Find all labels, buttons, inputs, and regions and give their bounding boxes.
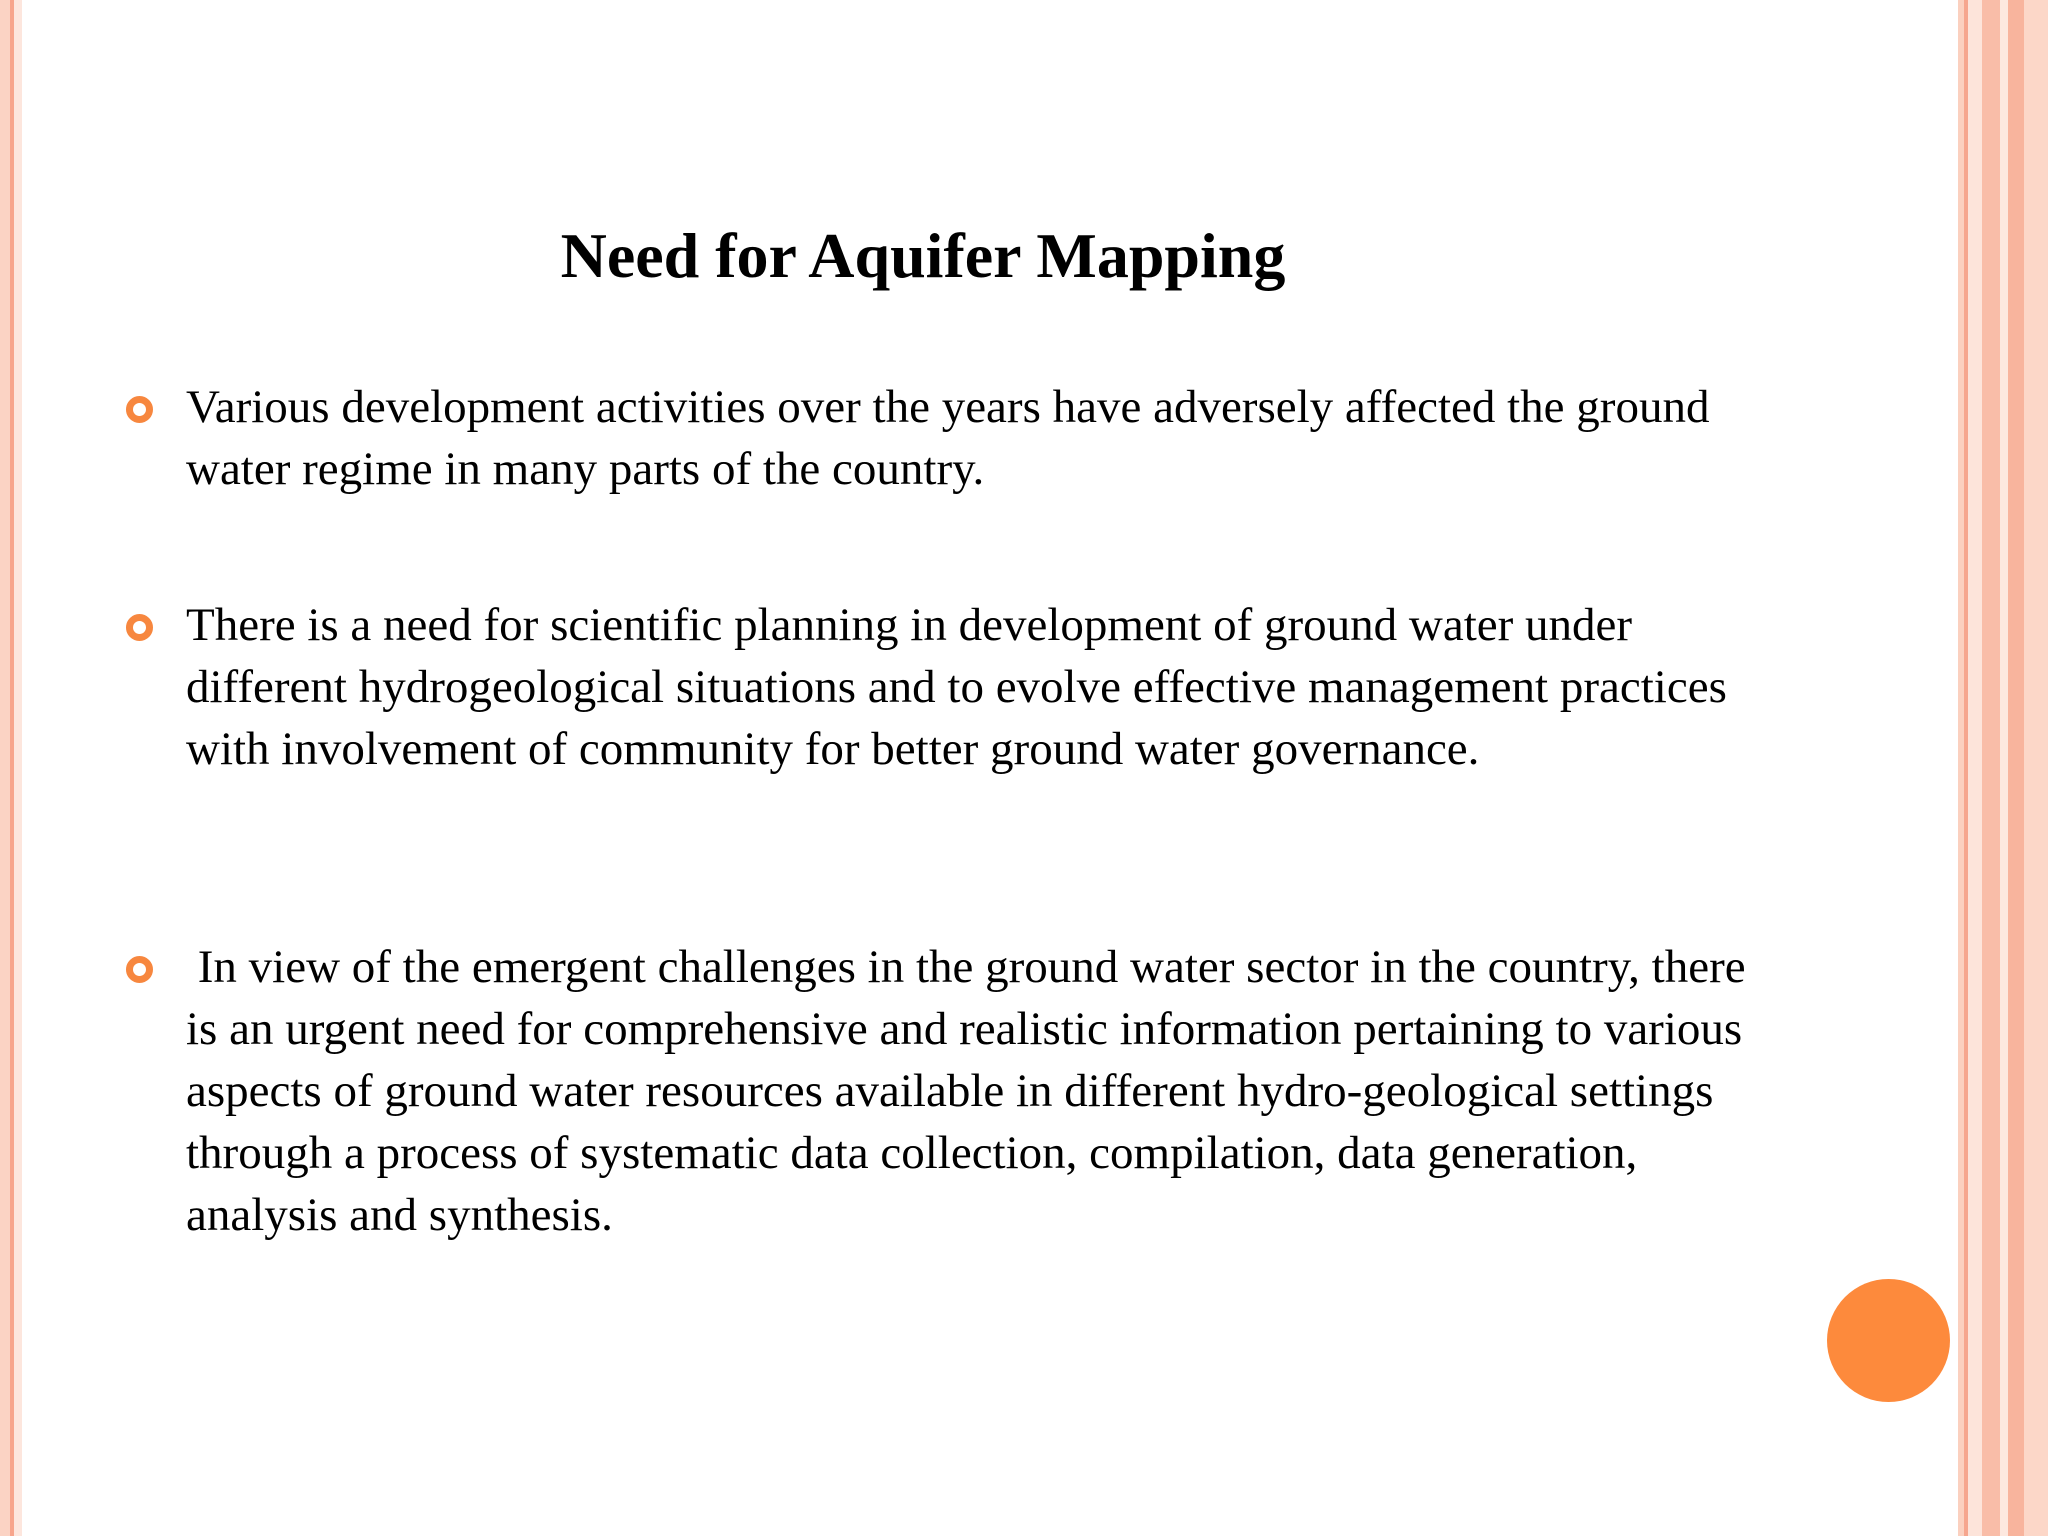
ring-bullet-icon bbox=[126, 614, 153, 641]
decorative-circle bbox=[1827, 1279, 1950, 1402]
bullet-text: Various development activities over the years have adversely affected the ground water regime in many parts of the country. bbox=[186, 381, 1710, 495]
bullet-item bbox=[186, 594, 1786, 780]
bullet-text: There is a need for scientific planning in development of ground water under different hydrogeological situations and to evolve effective management practices with involvement of community for better ground water governance. bbox=[186, 599, 1727, 775]
right-border-stripe bbox=[1968, 0, 1982, 1536]
right-border-stripe bbox=[1982, 0, 2000, 1536]
ring-bullet-icon bbox=[126, 396, 153, 423]
slide-title: Need for Aquifer Mapping bbox=[560, 220, 1286, 291]
bullet-text: In view of the emergent challenges in the ground water sector in the country, there is an urgent need for comprehensive and realistic information pertaining to various aspects of ground water resources available in different hydro-geological settings through a process of systematic data collection, compilation, data generation, analysis and synthesis. bbox=[186, 941, 1758, 1241]
right-border-stripe bbox=[2000, 0, 2008, 1536]
ring-bullet-icon bbox=[126, 956, 153, 983]
right-border-stripe bbox=[2024, 0, 2048, 1536]
right-border-stripe bbox=[2008, 0, 2024, 1536]
bullet-item bbox=[186, 376, 1786, 500]
bullet-item bbox=[186, 936, 1786, 1246]
